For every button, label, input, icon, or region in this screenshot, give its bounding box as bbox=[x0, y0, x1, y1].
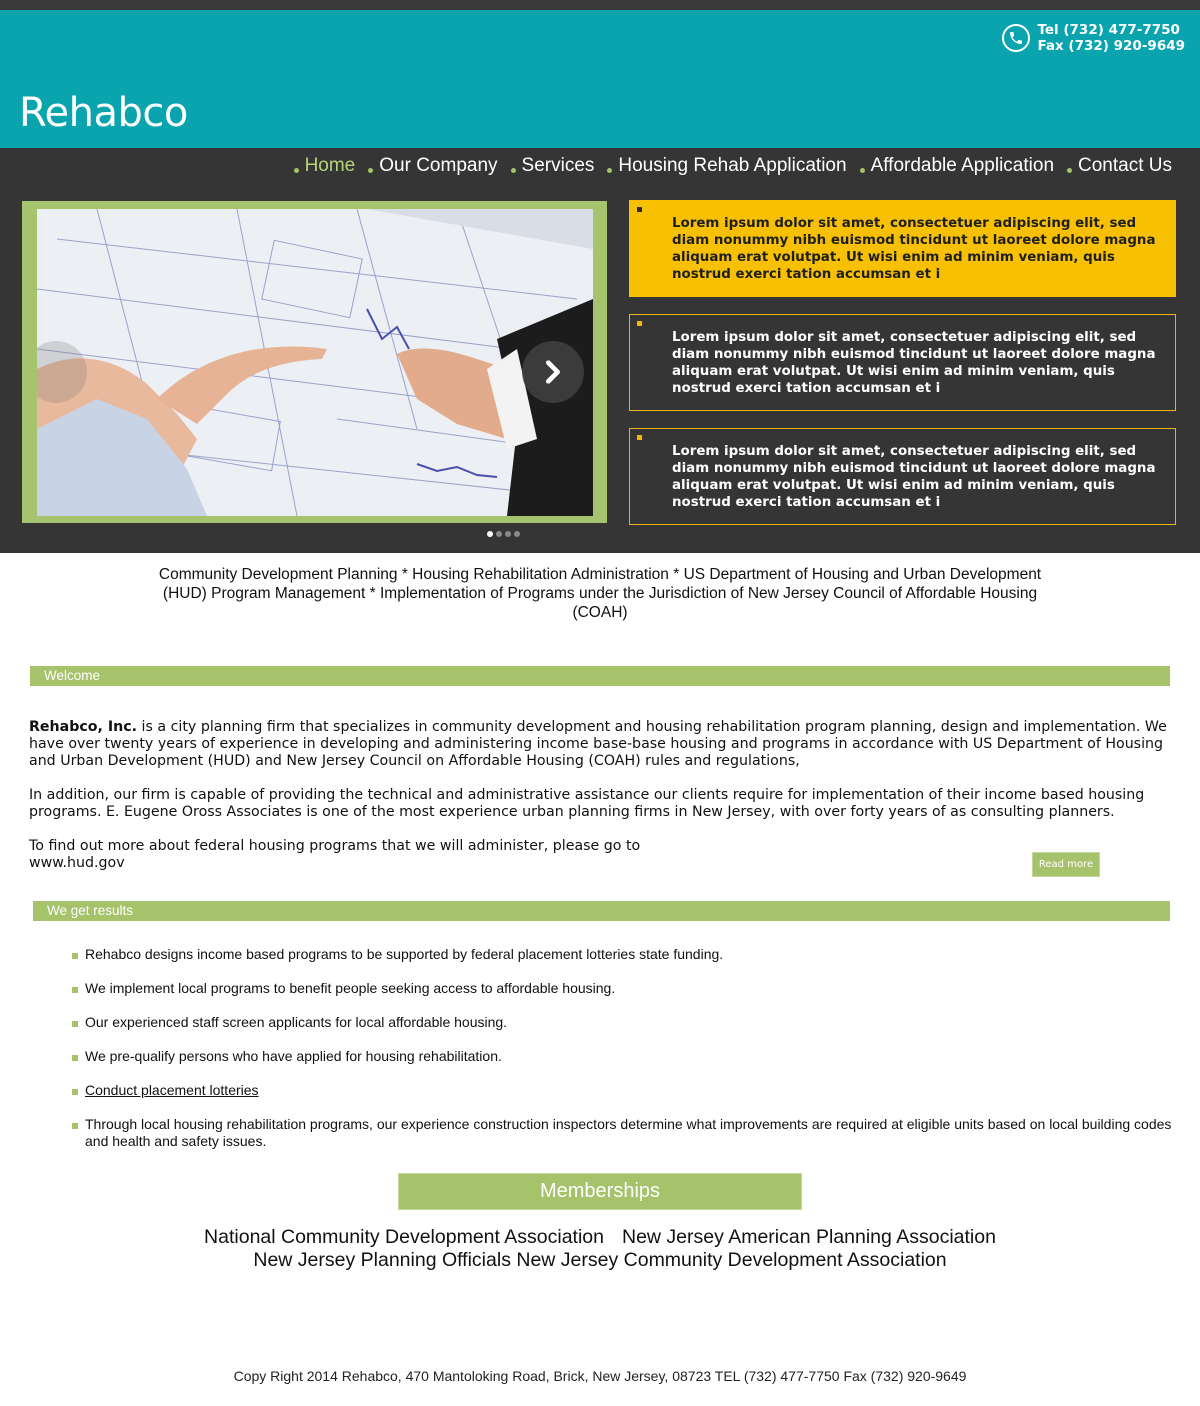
bullet-icon bbox=[1067, 168, 1072, 173]
list-item: Rehabco designs income based programs to be supported by federal placement lotteries state funding. bbox=[72, 946, 1182, 963]
contact-info bbox=[1002, 22, 1185, 54]
list-item bbox=[72, 1082, 1182, 1099]
bullet-icon bbox=[511, 168, 516, 173]
bullet-icon bbox=[637, 207, 642, 212]
list-item: We implement local programs to benefit people seeking access to affordable housing. bbox=[72, 980, 1182, 997]
hero-section bbox=[0, 148, 1200, 553]
phone-icon bbox=[1002, 24, 1030, 52]
header-tel: Tel (732) 477-7750 bbox=[1037, 22, 1180, 38]
memberships-heading: Memberships bbox=[398, 1173, 802, 1210]
nav-affordable-application[interactable]: Affordable Application bbox=[860, 155, 1054, 177]
logo[interactable]: Rehabco bbox=[19, 90, 188, 136]
site-header bbox=[0, 10, 1200, 148]
footer: Copy Right 2014 Rehabco, 470 Mantoloking Road, Brick, New Jersey, 08723 TEL (732) 477-7750 Fax (732) 920-9649 bbox=[233, 1368, 967, 1384]
welcome-paragraph-1: is a city planning firm that specializes in community development and housing rehabilitation program planning, design and implementation. We have over twenty years of experience in developing and administering income base-base housing and programs in accordance with US Department of Housing and Urban Development (HUD) and New Jersey Council on Affordable Housing (COAH) rules and regulations, bbox=[29, 719, 1167, 769]
membership-item: National Community Development Association bbox=[204, 1226, 604, 1248]
feature-box-2[interactable]: Lorem ipsum dolor sit amet, consectetuer adipiscing elit, sed diam nonummy nibh euismod tincidunt ut laoreet dolore magna aliquam erat volutpat. Ut wisi enim ad minim veniam, quis nostrud exerci tation accumsan et i bbox=[629, 314, 1176, 411]
bullet-icon bbox=[294, 168, 299, 173]
nav-services[interactable]: Services bbox=[511, 155, 595, 177]
nav-our-company[interactable]: Our Company bbox=[368, 155, 497, 177]
slider-dot-4[interactable] bbox=[514, 531, 520, 537]
bullet-icon bbox=[637, 321, 642, 326]
welcome-paragraph-2: In addition, our firm is capable of providing the technical and administrative assistance our clients require for implementation of their income based housing programs. E. Eugene Oross Associates is one of the most experience urban planning firms in New Jersey, with over forty years of as consulting planners. bbox=[29, 787, 1145, 820]
bullet-icon bbox=[607, 168, 612, 173]
results-heading: We get results bbox=[33, 901, 1170, 921]
bullet-icon bbox=[368, 168, 373, 173]
chevron-right-icon bbox=[539, 358, 567, 386]
nav-home[interactable]: Home bbox=[294, 155, 356, 177]
bullet-icon bbox=[72, 1089, 78, 1095]
welcome-paragraph-3: To find out more about federal housing programs that we will administer, please go to bbox=[29, 838, 641, 854]
results-list bbox=[72, 946, 1182, 1167]
nav-contact-us[interactable]: Contact Us bbox=[1067, 155, 1172, 177]
bullet-icon bbox=[860, 168, 865, 173]
bullet-icon bbox=[72, 987, 78, 993]
bullet-icon bbox=[637, 435, 642, 440]
bullet-icon bbox=[72, 1055, 78, 1061]
blueprint-photo bbox=[37, 209, 593, 516]
image-slider bbox=[22, 201, 607, 523]
company-name: Rehabco, Inc. bbox=[29, 719, 138, 735]
bullet-icon bbox=[72, 953, 78, 959]
top-strip bbox=[0, 0, 1200, 10]
tagline: Community Development Planning * Housing Rehabilitation Administration * US Department of Housing and Urban Development (HUD) Program Management * Implementation of Programs under the Jurisdiction of New Jersey Council of Affordable Housing (COAH) bbox=[158, 566, 1042, 621]
membership-item: New Jersey American Planning Association bbox=[622, 1226, 996, 1248]
main-nav bbox=[281, 155, 1172, 177]
header-fax: Fax (732) 920-9649 bbox=[1037, 38, 1185, 54]
slider-dot-3[interactable] bbox=[505, 531, 511, 537]
welcome-heading: Welcome bbox=[30, 666, 1170, 686]
list-item: Through local housing rehabilitation programs, our experience construction inspectors determine what improvements are required at eligible units based on local building codes and health and safety issues. bbox=[72, 1116, 1182, 1150]
memberships-list bbox=[100, 1226, 1100, 1272]
welcome-body bbox=[29, 719, 1174, 889]
feature-box-1[interactable]: Lorem ipsum dolor sit amet, consectetuer adipiscing elit, sed diam nonummy nibh euismod tincidunt ut laoreet dolore magna aliquam erat volutpat. Ut wisi enim ad minim veniam, quis nostrud exerci tation accumsan et i bbox=[629, 200, 1176, 297]
slider-dot-2[interactable] bbox=[496, 531, 502, 537]
placement-lotteries-link[interactable]: Conduct placement lotteries bbox=[85, 1082, 259, 1098]
slider-pagination bbox=[487, 531, 523, 537]
hud-link[interactable]: www.hud.gov bbox=[29, 855, 125, 871]
slider-dot-1[interactable] bbox=[487, 531, 493, 537]
list-item: We pre-qualify persons who have applied for housing rehabilitation. bbox=[72, 1048, 1182, 1065]
bullet-icon bbox=[72, 1021, 78, 1027]
list-item: Our experienced staff screen applicants for local affordable housing. bbox=[72, 1014, 1182, 1031]
bullet-icon bbox=[72, 1123, 78, 1129]
read-more-button[interactable]: Read more bbox=[1032, 852, 1100, 877]
membership-item: New Jersey Planning Officials New Jersey Community Development Association bbox=[253, 1249, 947, 1271]
slider-next-button[interactable] bbox=[522, 341, 584, 403]
nav-housing-rehab-application[interactable]: Housing Rehab Application bbox=[607, 155, 846, 177]
feature-box-3[interactable]: Lorem ipsum dolor sit amet, consectetuer adipiscing elit, sed diam nonummy nibh euismod tincidunt ut laoreet dolore magna aliquam erat volutpat. Ut wisi enim ad minim veniam, quis nostrud exerci tation accumsan et i bbox=[629, 428, 1176, 525]
